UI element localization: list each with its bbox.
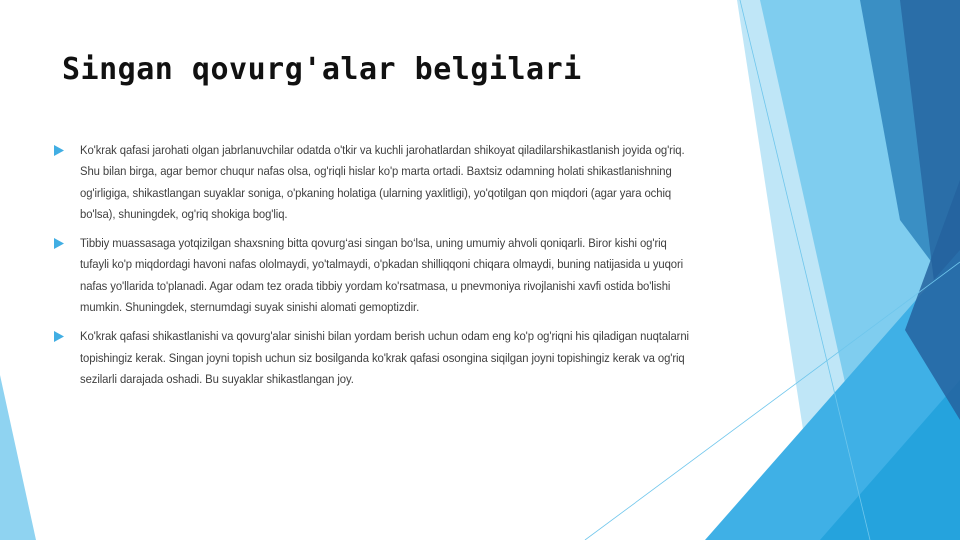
bullet-text: Tibbiy muassasaga yotqizilgan shaxsning bitta qovurg‘asi singan bo‘lsa, uning umumiy ahvoli qoniqarli. Biror kishi og'riq tufayli ko'p miqdordagi havoni nafas ololmaydi, yo'talmaydi, o'pkadan shilliqqoni chiqara olmaydi, buning natijasida u yuqori nafas yo'llarida to'planadi. Agar odam tez orada tibbiy yordam ko'rsatmasa, u pnevmoniya rivojlanishi xavfi ostida bo'lishi mumkin. Shuningdek, sternumdagi suyak sinishi alomati gemoptizdir. xyxy=(80,236,684,315)
slide-title: Singan qovurg'alar belgilari xyxy=(62,52,582,87)
bullet-list xyxy=(54,140,746,398)
bullet-item xyxy=(54,140,746,225)
left-accent-shape xyxy=(0,375,36,540)
bullet-text: Ko'krak qafasi jarohati olgan jabrlanuvchilar odatda o'tkir va kuchli jarohatlardan shikoyat qiladilarshikastlanish joyida og'riq. Shu bilan birga, agar bemor chuqur nafas olsa, og'riqli hislar ko'p marta ortadi. Baxtsiz odamning holati shikastlanishning og'irligiga, shikastlangan suyaklar soniga, o'pkaning holatiga (ularning yaxlitligi), yo'qotilgan qon miqdori (agar yara ochiq bo'lsa), shuningdek, og'riq shokiga bog'liq. xyxy=(80,143,685,221)
triangle-bullet-icon xyxy=(54,140,80,161)
bullet-item xyxy=(54,326,746,390)
triangle-bullet-icon xyxy=(54,326,80,347)
bullet-item xyxy=(54,233,746,318)
triangle-bullet-icon xyxy=(54,233,80,254)
bullet-text: Ko'krak qafasi shikastlanishi va qovurg'alar sinishi bilan yordam berish uchun odam eng ko'p og'riqni his qiladigan nuqtalarni topishingiz kerak. Singan joyni topish uchun siz bosilganda ko'krak qafasi osongina siqilgan joyni topishingiz kerak va og'riq sezilarli darajada oshadi. Bu suyaklar shikastlangan joy. xyxy=(80,329,689,386)
